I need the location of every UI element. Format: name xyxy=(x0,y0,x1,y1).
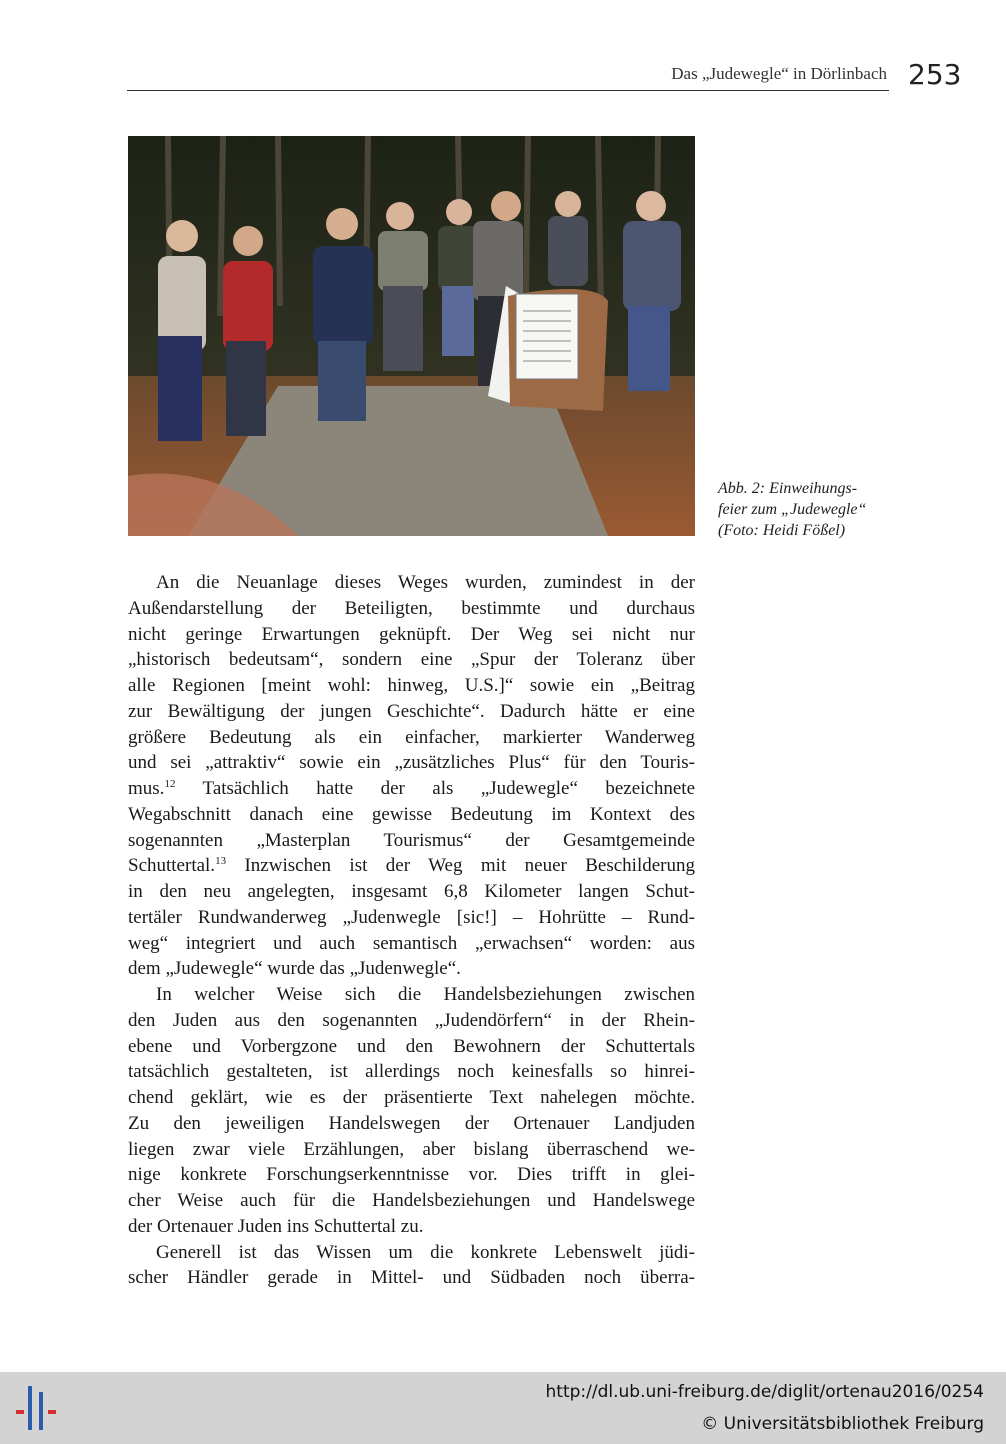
text-line xyxy=(128,1188,695,1214)
text-line xyxy=(128,647,695,673)
text-line xyxy=(128,776,695,802)
running-title: Das „Judewegle“ in Dörlinbach xyxy=(671,64,887,83)
running-header xyxy=(127,62,889,91)
text-segment: weg“ integriert und auch semantisch „erwachsen“ worden: aus xyxy=(128,932,695,954)
text-line xyxy=(128,570,695,596)
text-line xyxy=(128,1111,695,1137)
photo-illustration xyxy=(128,136,695,536)
text-segment: ebene und Vorbergzone und den Bewohnern der Schuttertals xyxy=(128,1035,695,1057)
text-segment: Wegabschnitt danach eine gewisse Bedeutung im Kontext des xyxy=(128,803,695,825)
text-line xyxy=(128,1034,695,1060)
text-line xyxy=(128,931,695,957)
text-line xyxy=(128,802,695,828)
text-segment: Inzwischen ist der Weg mit neuer Beschilderung xyxy=(226,855,695,877)
text-line xyxy=(128,725,695,751)
text-segment: Zu den jeweiligen Handelswegen der Ortenauer Landjuden xyxy=(128,1112,695,1134)
text-line xyxy=(128,622,695,648)
text-segment: „historisch bedeutsam“, sondern eine „Spur der Toleranz über xyxy=(128,649,695,671)
caption-line: Abb. 2: Einweihungs- xyxy=(718,480,858,497)
text-line xyxy=(128,1265,695,1291)
text-segment: In welcher Weise sich die Handelsbeziehungen zwischen xyxy=(156,984,695,1005)
text-line xyxy=(128,1008,695,1034)
text-segment: chend geklärt, wie es der präsentierte Text nahelegen möchte. xyxy=(128,1087,695,1108)
figure-caption xyxy=(718,478,918,541)
text-segment: tertäler Rundwanderweg „Judenwegle [sic!] – Hohrütte – Rund- xyxy=(128,906,695,928)
text-line xyxy=(128,1214,695,1240)
text-segment: der Ortenauer Juden ins Schuttertal zu. xyxy=(128,1215,424,1237)
figure-photo xyxy=(128,136,695,536)
text-segment: und sei „attraktiv“ sowie ein „zusätzliches Plus“ für den Touris- xyxy=(128,752,695,774)
text-segment: An die Neuanlage dieses Weges wurden, zumindest in der xyxy=(156,572,695,593)
text-segment: Schuttertal. xyxy=(128,855,216,877)
text-line xyxy=(128,1085,695,1111)
source-url[interactable]: http://dl.ub.uni-freiburg.de/diglit/ortenau2016/0254 xyxy=(545,1382,984,1402)
text-segment: nige konkrete Forschungserkenntnisse vor. Dies trifft in glei- xyxy=(128,1164,695,1186)
text-segment: alle Regionen [meint wohl: hinweg, U.S.]“ sowie ein „Beitrag xyxy=(128,675,695,696)
text-line xyxy=(128,750,695,776)
text-line xyxy=(128,828,695,854)
text-line xyxy=(128,956,695,982)
text-line xyxy=(128,699,695,725)
text-segment: sogenannten „Masterplan Tourismus“ der Gesamtgemeinde xyxy=(128,829,695,851)
text-segment: Tatsächlich hatte der als „Judewegle“ bezeichnete xyxy=(175,778,695,799)
text-segment: Generell ist das Wissen um die konkrete Lebenswelt jüdi- xyxy=(156,1241,695,1263)
copyright-notice: © Universitätsbibliothek Freiburg xyxy=(701,1414,984,1434)
text-segment: den Juden aus den sogenannten „Judendörfern“ in der Rhein- xyxy=(128,1009,695,1031)
text-segment: dem „Judewegle“ wurde das „Judenwegle“. xyxy=(128,958,461,980)
text-line xyxy=(128,1162,695,1188)
text-line xyxy=(128,1059,695,1085)
text-segment: liegen zwar viele Erzählungen, aber bislang überraschend we- xyxy=(128,1138,695,1160)
text-line xyxy=(128,673,695,699)
footer-bar xyxy=(0,1372,1006,1444)
caption-line: feier zum „Judewegle“ xyxy=(718,501,867,518)
footnote-marker: 13 xyxy=(215,855,227,868)
text-line xyxy=(128,905,695,931)
text-segment: in den neu angelegten, insgesamt 6,8 Kilometer langen Schut- xyxy=(128,881,695,902)
body-text xyxy=(128,570,695,1291)
text-segment: Außendarstellung der Beteiligten, bestimmte und durchaus xyxy=(128,597,695,619)
page-number: 253 xyxy=(908,58,962,91)
text-line xyxy=(128,853,695,879)
text-line xyxy=(128,1137,695,1163)
text-line xyxy=(128,982,695,1008)
text-segment: größere Bedeutung als ein einfacher, markierter Wanderweg xyxy=(128,726,695,748)
library-logo-icon xyxy=(12,1382,64,1434)
text-segment: scher Händler gerade in Mittel- und Südbaden noch überra- xyxy=(128,1267,695,1289)
text-segment: zur Bewältigung der jungen Geschichte“. Dadurch hätte er eine xyxy=(128,700,695,722)
caption-line: (Foto: Heidi Fößel) xyxy=(718,522,846,539)
text-segment: mus. xyxy=(128,778,165,799)
text-line xyxy=(128,1240,695,1266)
text-line xyxy=(128,879,695,905)
text-segment: nicht geringe Erwartungen geknüpft. Der Weg sei nicht nur xyxy=(128,623,695,645)
text-line xyxy=(128,596,695,622)
footnote-marker: 12 xyxy=(164,778,176,790)
text-segment: cher Weise auch für die Handelsbeziehungen und Handelswege xyxy=(128,1190,695,1211)
text-segment: tatsächlich gestalteten, ist allerdings noch keinesfalls so hinrei- xyxy=(128,1061,695,1083)
